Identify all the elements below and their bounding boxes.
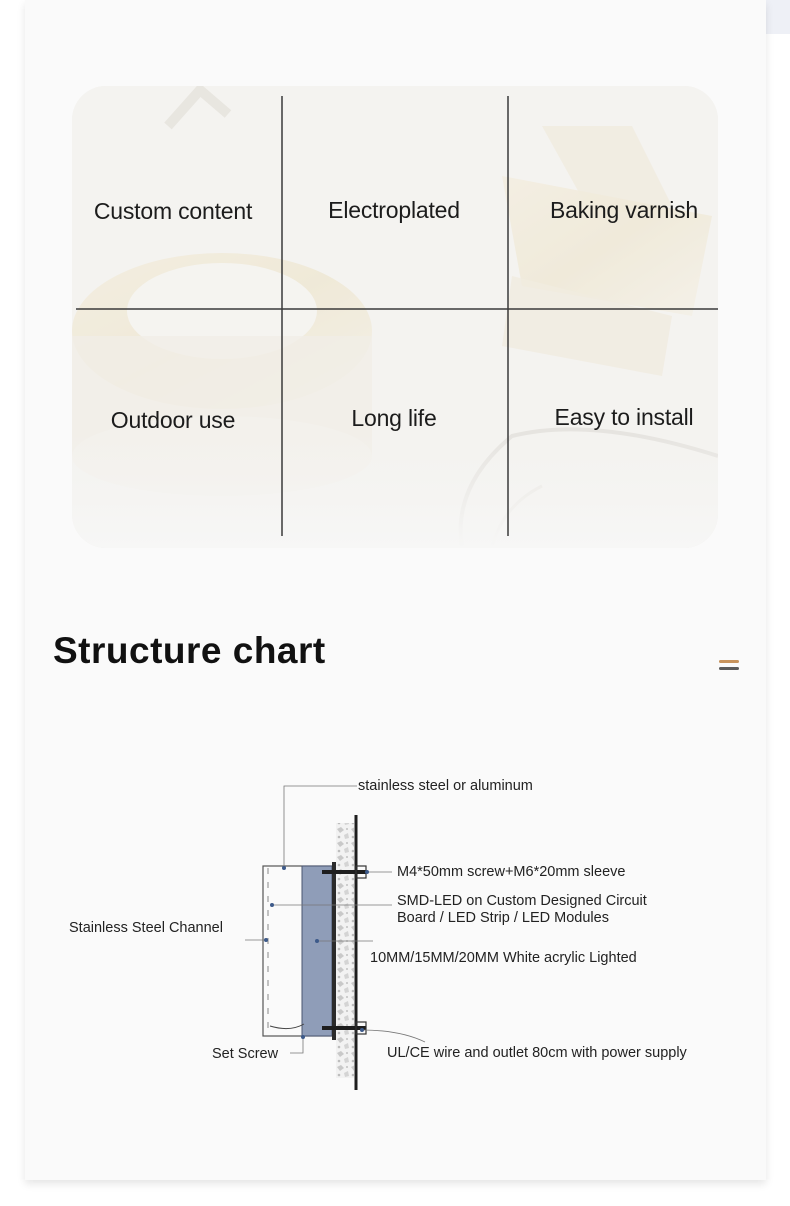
bottom-screw	[322, 1026, 366, 1030]
feature-easy-to-install: Easy to install	[554, 404, 694, 430]
led-board	[332, 862, 336, 1040]
feature-custom-content: Custom content	[93, 198, 253, 224]
label-acrylic: 10MM/15MM/20MM White acrylic Lighted	[370, 950, 637, 966]
label-top-material: stainless steel or aluminum	[358, 778, 533, 794]
label-wire: UL/CE wire and outlet 80cm with power supply	[387, 1045, 687, 1061]
feature-outdoor-use: Outdoor use	[110, 407, 236, 433]
acrylic-face	[302, 866, 332, 1036]
feature-baking-varnish: Baking varnish	[549, 197, 699, 223]
label-led-line1: SMD-LED on Custom Designed Circuit	[397, 893, 647, 909]
label-screw: M4*50mm screw+M6*20mm sleeve	[397, 864, 626, 880]
label-channel: Stainless Steel Channel	[69, 920, 223, 936]
section-title: Structure chart	[53, 630, 326, 671]
label-set-screw: Set Screw	[212, 1046, 279, 1062]
feature-long-life: Long life	[351, 405, 437, 431]
feature-electroplated: Electroplated	[328, 197, 460, 223]
top-screw	[322, 870, 366, 874]
wall-stone	[336, 823, 354, 1078]
label-led-line2: Board / LED Strip / LED Modules	[397, 910, 609, 926]
